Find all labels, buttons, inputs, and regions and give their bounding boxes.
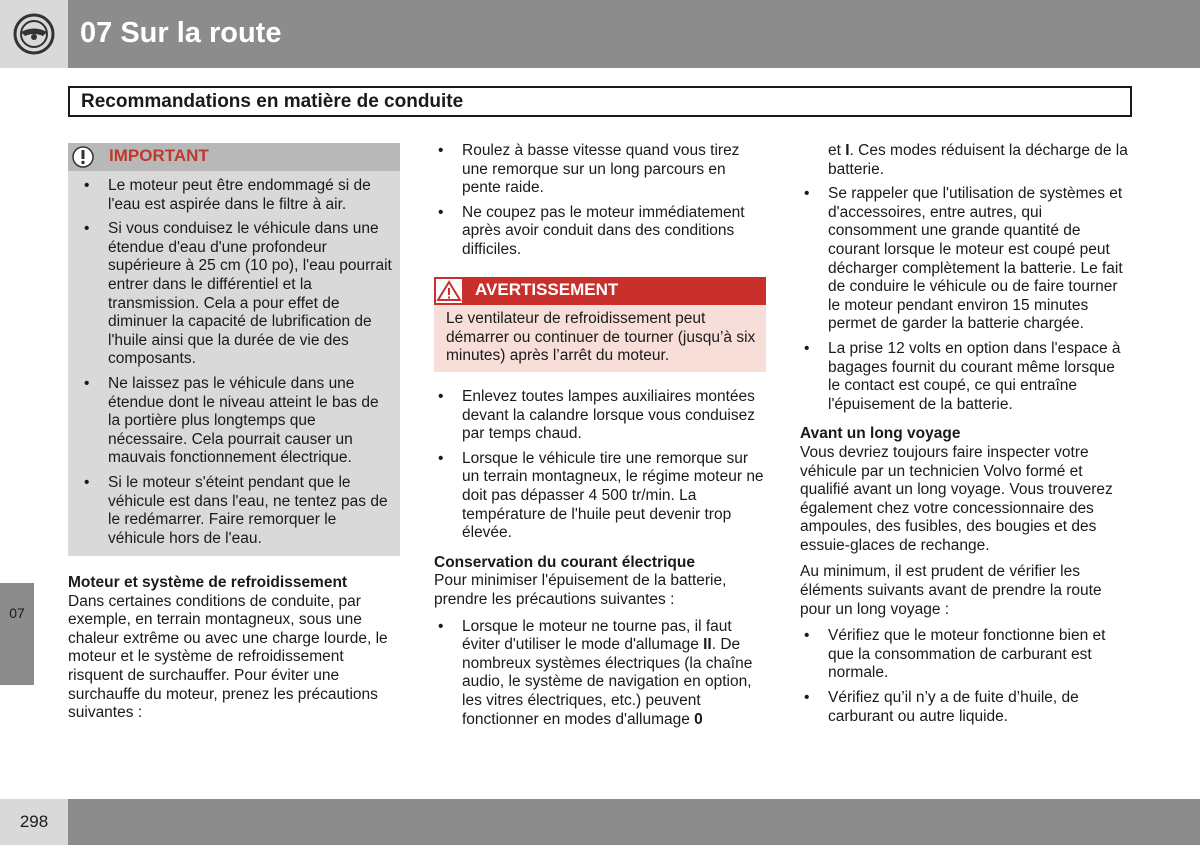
chapter-tab-label: 07 [9,605,25,621]
page-number: 298 [19,812,49,831]
battery-heading: Conservation du courant électrique [434,553,695,571]
list-item: • Ne coupez pas le moteur immédiatement après avoir conduit dans des conditions difficiles. [438,203,745,258]
trip-heading: Avant un long voyage [800,425,961,443]
warning-header [434,277,766,305]
warning-box [434,277,766,372]
list-item: • Vérifiez que le moteur fonctionne bien et que la consommation de carburant est normale. [804,627,1106,682]
column-2-middle [434,388,766,735]
cooling-text: Dans certaines conditions de conduite, par exemple, en terrain montagneux, sous une chaleur extrême ou avec une charge lourde, le moteur et le système de refroidissement risquent de surchauffer. Pour éviter une surchauffe du moteur, prenez les précautions suivantes : [68,592,388,722]
list-item: • Lorsque le véhicule tire une remorque sur un terrain montagneux, le régime moteur ne doit pas dépasser 4 500 tr/min. La température de l'huile peut devenir trop élevée. [438,449,764,542]
list-item: • Roulez à basse vitesse quand vous tirez une remorque sur un long parcours en pente raide. [438,142,740,197]
warning-label: AVERTISSEMENT [475,280,619,299]
cooling-heading: Moteur et système de refroidissement [68,574,348,591]
warning-text: Le ventilateur de refroidissement peut démarrer ou continuer de tourner (jusqu’à six minutes) après l’arrêt du moteur. [446,310,756,365]
chapter-icon-box [0,0,68,68]
list-item: • Si vous conduisez le véhicule dans une étendue d'eau d'une profondeur supérieure à 25 cm (10 po), l'eau pourrait entrer dans le différentiel et la transmission. Cela a pour effet de diminuer la capacité de lubrification de l'huile ainsi que la durée de vie des composants. [84,220,392,368]
cooling-section [68,574,398,723]
column-3 [800,142,1130,732]
important-label: IMPORTANT [109,146,209,165]
trip-text-1: Vous devriez toujours faire inspecter votre véhicule par un technicien Volvo formé et qualifié avant un long voyage. Vous trouverez également chez votre concessionnaire des ampoules, des fusibles, des bougies et des essuie-glaces de rechange. [800,443,1113,554]
section-title: Recommandations en matière de conduite [81,91,464,112]
list-item: • Enlevez toutes lampes auxiliaires montées devant la calandre lorsque vous conduisez par temps chaud. [438,388,755,443]
steering-wheel-icon [13,13,55,55]
list-item: • Le moteur peut être endommagé si de l'eau est aspirée dans le filtre à air. [84,177,371,213]
list-item: • Si le moteur s'éteint pendant que le véhicule est dans l'eau, ne tentez pas de le redémarrer. Faire remorquer le véhicule hors de l'eau. [84,473,388,547]
column-2-top [434,142,766,266]
battery-intro: Pour minimiser l'épuisement de la batterie, prendre les précautions suivantes : [434,572,727,608]
list-item: • Se rappeler que l'utilisation de systèmes et d'accessoires, entre autres, qui consomment une grande quantité de courant lorsque le moteur est coupé peut décharger complètement la batterie. Le fait de conduire le véhicule ou de faire tourner le moteur pendant environ 15 minutes permet de garder la batterie chargée. [804,185,1123,333]
section-title-box [68,86,1132,117]
page-footer [0,799,1200,845]
list-item: • La prise 12 volts en option dans l'espace à bagages fournit du courant même lorsque le contact est coupé, ce qui entraîne l'épuisement de la batterie. [804,339,1121,413]
list-item: • Lorsque le moteur ne tourne pas, il faut éviter d'utiliser le mode d'allumage II. De nombreux systèmes électriques (la chaîne audio, le système de navigation en option, les vitres électriques, etc.) peuvent fonctionner en modes d'allumage 0 [438,617,753,728]
warning-triangle-icon [436,279,462,303]
exclamation-icon [72,146,94,168]
important-box [68,143,400,556]
important-header [68,143,400,171]
list-item: • Ne laissez pas le véhicule dans une étendue dont le niveau atteint le bas de la portière plus longtemps que nécessaire. Cela pourrait causer un mauvais fonctionnement électrique. [84,374,379,467]
battery-continued: et I. Ces modes réduisent la décharge de la batterie. [828,142,1128,178]
chapter-tab[interactable] [0,583,34,685]
list-item: • Vérifiez qu’il n’y a de fuite d’huile, de carburant ou autre liquide. [804,689,1079,725]
chapter-title: 07 Sur la route [80,17,282,49]
important-list [80,177,392,554]
trip-text-2: Au minimum, il est prudent de vérifier les éléments suivants avant de prendre la route pour un long voyage : [800,563,1102,618]
